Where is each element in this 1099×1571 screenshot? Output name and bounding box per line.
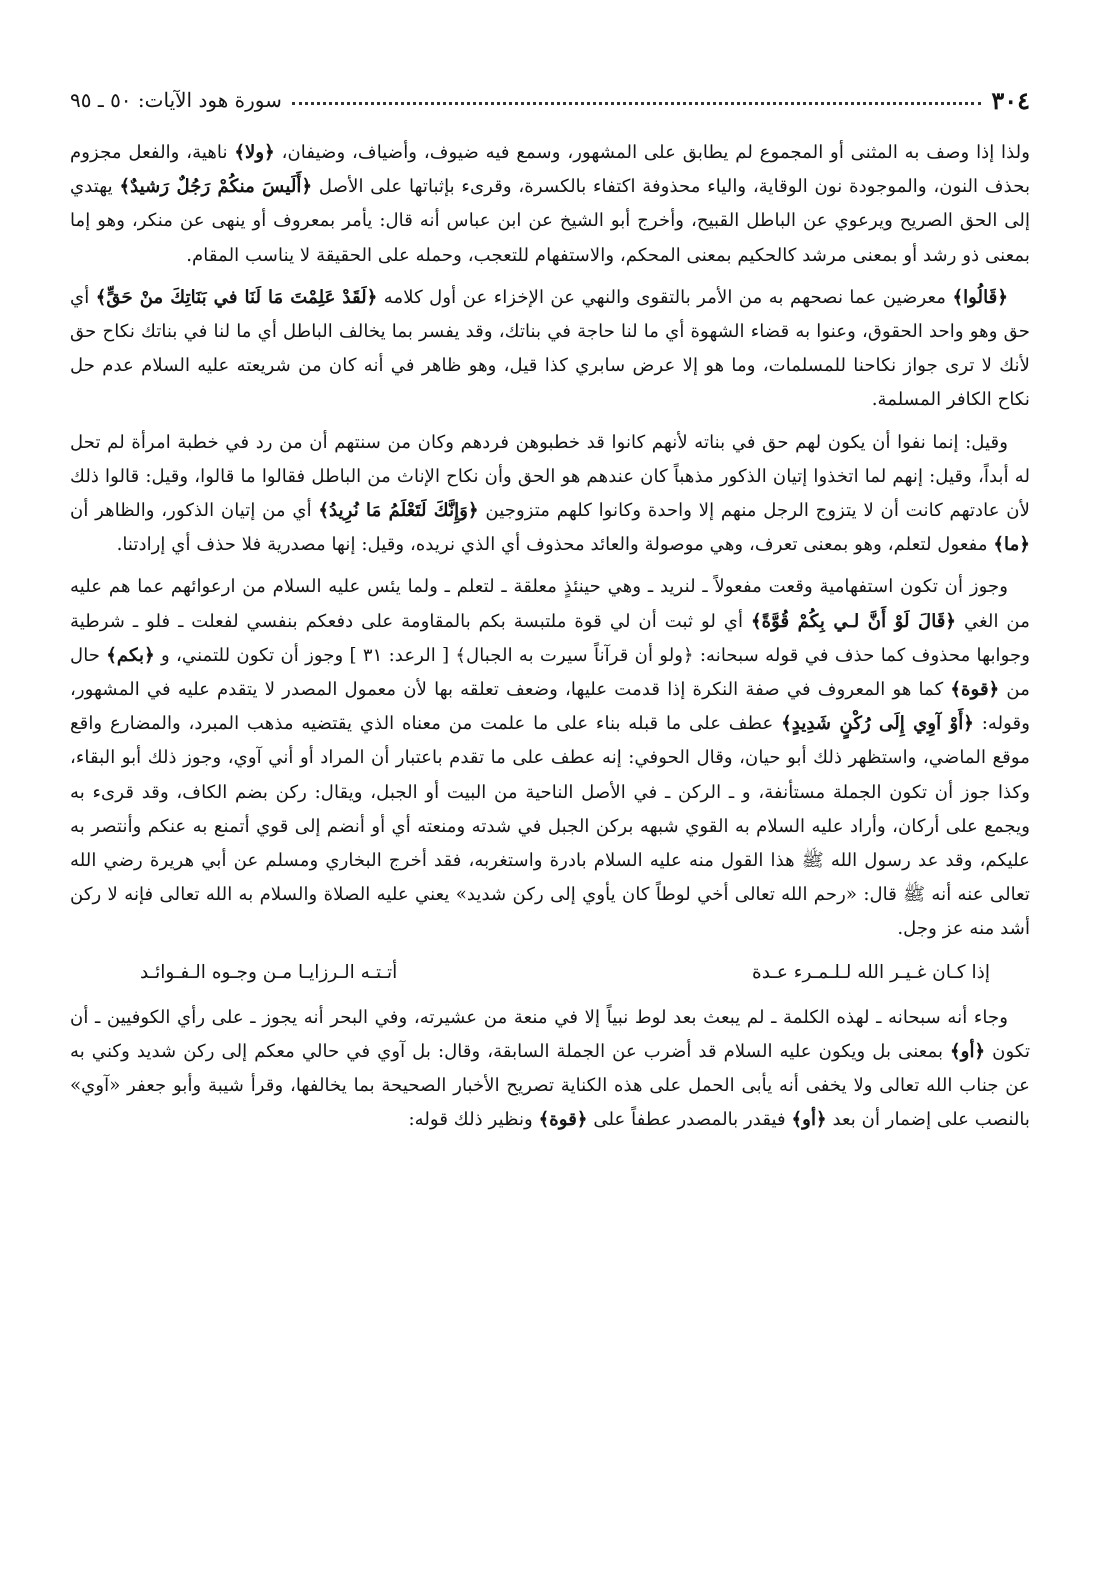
quran-quote: ﴿وَإِنَّكَ لَتَعْلَمُ مَا نُرِيدُ﴾: [318, 500, 479, 522]
page-body: [70, 136, 1030, 1137]
verse-second-hemistich: أتـتـه الـرزايـا مـن وجـوه الـفـوائـد: [140, 961, 398, 983]
commentary-text: ناهية، والفعل مجزوم بحذف النون، والموجودة نون الوقاية، والياء محذوفة اكتفاء بالكسرة، وقرىء بإثباتها على الأصل: [70, 142, 1030, 198]
quran-quote: ﴿قوة﴾: [950, 679, 1000, 701]
quran-quote: ﴿أَوْ آوِي إِلَى رُكْنٍ شَدِيدٍ﴾: [781, 713, 974, 735]
commentary-text: مفعول لتعلم، وهو بمعنى تعرف، وهي موصولة والعائد محذوف أي الذي نريده، وقيل: إنها مصدرية فلا حذف أي إرادتنا.: [116, 534, 994, 556]
commentary-text: عطف على ما قبله بناء على ما علمت من معناه الذي يقتضيه مذهب المبرد، والمضارع واقع موقع الماضي، واستظهر ذلك أبو حيان، وقال الحوفي: إنه عطف على ما تقدم باعتبار أن المراد أو أني آوي، وجوز ذلك أبو البقاء، وكذا جوز أن تكون الجملة مستأنفة، و ـ الركن ـ في الأصل الناحية من البيت أو الجبل، ويقال: ركن بضم الكاف، وقد قرىء به ويجمع على أركان، وأراد عليه السلام به القوي شبهه بركن الجبل في شدته ومنعته أي أو أنضم إلى قوي أتمنع به عنكم وأنتصر به عليكم، وقد عد رسول الله ﷺ هذا القول منه عليه السلام بادرة واستغربه، فقد أخرج البخاري ومسلم عن أبي هريرة رضي الله تعالى عنه أنه ﷺ قال: «رحم الله تعالى أخي لوطاً كان يأوي إلى ركن شديد» يعني عليه الصلاة والسلام به الله تعالى فإنه لا ركن أشد منه عز وجل.: [70, 713, 1030, 940]
verse-first-hemistich: إذا كـان غـيـر الله لـلـمـرء عـدة: [752, 961, 990, 983]
commentary-text: ولذا إذا وصف به المثنى أو المجموع لم يطابق على المشهور، وسمع فيه ضيوف، وأضياف، وضيفان،: [274, 142, 1030, 163]
header-dotted-leader: [292, 102, 982, 105]
page-number: ٣٠٤: [991, 85, 1030, 115]
poetry-verse: [70, 955, 1030, 991]
quran-quote: ﴿قَالُوا﴾: [952, 286, 1008, 308]
commentary-text: [ الرعد: ٣١ ] وجوز أن تكون للتمني، و: [154, 644, 456, 666]
quran-quote: ﴿أو﴾: [950, 1040, 986, 1062]
paragraph-2: [70, 281, 1030, 418]
quran-quote: ﴿ولا﴾: [234, 142, 275, 163]
commentary-text: بمعنى بل ويكون عليه السلام قد أضرب عن الجملة السابقة، وقال: بل آوي في حالي معكم إلى ركن شديد وكني به عن جناب الله تعالى ولا يخفى أنه يأبى الحمل على هذه الكناية تصريح الأخبار الصحيحة بما يخالفها، وقرأ شيبة وأبو جعفر «آوي» بالنصب على إضمار أن بعد: [70, 1040, 1030, 1131]
commentary-text: أي من إتيان الذكور، والظاهر أن: [70, 500, 319, 522]
paragraph-1: [70, 136, 1030, 273]
page-header: [70, 78, 1030, 122]
book-page: [70, 78, 1030, 1548]
quran-quote: ﴿بكم﴾: [106, 644, 155, 666]
paragraph-4: [70, 570, 1030, 946]
paragraph-3: [70, 426, 1030, 563]
commentary-text: وقيل: إنما نفوا أن يكون لهم حق في بناته لأنهم كانوا قد خطبوهن فردهم وكان من سنتهم أن من رد في خطبة امرأة لم تحل له أبداً، وقيل: إنهم لما اتخذوا إتيان الذكور مذهباً كان عندهم هو الحق وأن نكاح الإناث من الباطل فقالوا ما قالوا، وقيل: قالوا ذلك لأن عادتهم كانت أن لا يتزوج الرجل منهم إلا واحدة وكانوا كلهم متزوجين: [70, 431, 1030, 522]
commentary-text: فيقدر بالمصدر عطفاً على: [587, 1109, 792, 1131]
paragraph-5: [70, 1001, 1030, 1138]
commentary-text: أي حق وهو واحد الحقوق، وعنوا به قضاء الشهوة أي ما لنا حاجة في بناتك، وقد يفسر بما يخالف الباطل أي ما لنا في بناتك نكاح حق لأنك لا ترى جواز نكاحنا للمسلمات، وما هو إلا عرض سابري كذا قيل، وهو ظاهر في أنه كان من شريعته عليه السلام عدم حل نكاح الكافر المسلمة.: [70, 286, 1030, 411]
commentary-text: أي لو ثبت أن لي قوة ملتبسة بكم بالمقاومة على دفعكم بنفسي لفعلت ـ فلو ـ شرطية وجوابها محذوف كما حذف في قوله سبحانه:: [70, 610, 1030, 666]
commentary-text: يهتدي إلى الحق الصريح ويرعوي عن الباطل القبيح، وأخرج أبو الشيخ عن ابن عباس أنه قال: يأمر بمعروف أو ينهى عن منكر، وهو إما بمعنى ذو رشد أو بمعنى مرشد كالحكيم بمعنى المحكم، والاستفهام للتعجب، وحمله على الحقيقة لا يناسب المقام.: [70, 176, 1030, 266]
quran-quote: ﴿قَالَ لَوْ أَنَّ لـي بِكُمْ قُوَّةً﴾: [750, 610, 957, 632]
quran-quote: ﴿أو﴾: [791, 1109, 827, 1131]
commentary-text: حال من: [70, 644, 1030, 701]
commentary-text: معرضين عما نصحهم به من الأمر بالتقوى والنهي عن الإخزاء عن أول كلامه: [377, 286, 953, 308]
quran-quote: ﴿ما﴾: [993, 534, 1030, 556]
quran-quote: ﴿أَلَيسَ منكُمْ رَجُلٌ رَشيدٌ﴾: [119, 176, 313, 198]
commentary-text: كما هو المعروف في صفة النكرة إذا قدمت عليها، وضعف تعلقه بها لأن معمول المصدر لا يتقدم عليه في المشهور، وقوله:: [70, 679, 1030, 735]
commentary-text: وجوز أن تكون استفهامية وقعت مفعولاً ـ لنريد ـ وهي حينئذٍ معلقة ـ لتعلم ـ ولما يئس عليه السلام من ارعوائهم عما هم عليه من الغي: [70, 576, 1030, 632]
commentary-text: ونظير ذلك قوله:: [408, 1109, 539, 1131]
commentary-text: وجاء أنه سبحانه ـ لهذه الكلمة ـ لم يبعث بعد لوط نبياً إلا في منعة من عشيرته، وفي البحر أنه يجوز ـ على رأي الكوفيين ـ أن تكون: [70, 1006, 1030, 1062]
commentary-text: ﴿ولو أن قرآناً سيرت به الجبال﴾: [455, 644, 694, 666]
running-title: سورة هود الآيات: ٥٠ ـ ٩٥: [70, 88, 282, 112]
quran-quote: ﴿قوة﴾: [538, 1109, 588, 1131]
quran-quote: ﴿لَقَدْ عَلِمْتَ مَا لَنَا في بَنَاتِكَ منْ حَقٍّ﴾: [95, 286, 378, 308]
